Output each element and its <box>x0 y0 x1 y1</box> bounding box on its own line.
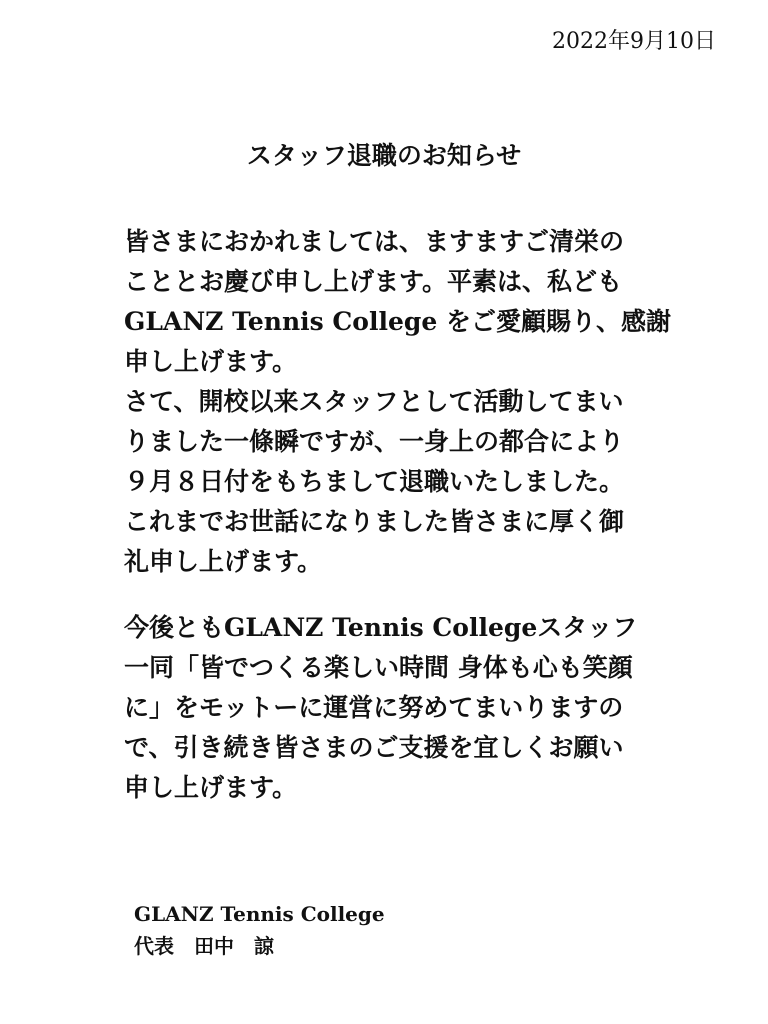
text-line: GLANZ Tennis College をご愛顧賜り、感謝 <box>124 307 671 336</box>
text-line: 礼申し上げます。 <box>124 547 323 576</box>
text-line: さて、開校以来スタッフとして活動してまい <box>124 387 624 416</box>
text-line: 申し上げます。 <box>124 773 298 802</box>
document-title: スタッフ退職のお知らせ <box>246 141 522 170</box>
signature-block <box>134 898 385 962</box>
text-line: こととお慶び申し上げます。平素は、私ども <box>124 267 623 296</box>
signature-organization: GLANZ Tennis College <box>134 902 385 926</box>
text-line: に」をモットーに運営に努めてまいりますの <box>124 693 624 722</box>
paragraph-greeting <box>124 222 671 582</box>
text-line: で、引き続き皆さまのご支援を宜しくお願い <box>124 733 624 762</box>
text-line: 皆さまにおかれましては、ますますご清栄の <box>124 227 625 256</box>
text-line: 申し上げます。 <box>124 347 298 376</box>
text-line: 一同「皆でつくる楽しい時間 身体も心も笑顔 <box>124 653 633 682</box>
text-line: 今後ともGLANZ Tennis Collegeスタッフ <box>124 613 638 642</box>
text-line: りました一條瞬ですが、一身上の都合により <box>124 427 625 456</box>
paragraph-closing <box>124 608 664 808</box>
text-line: ９月８日付をもちまして退職いたしました。 <box>124 467 625 496</box>
text-line: これまでお世話になりました皆さまに厚く御 <box>124 507 625 536</box>
document-date: 2022年9月10日 <box>552 29 716 54</box>
signature-representative: 代表 田中 諒 <box>134 934 274 958</box>
